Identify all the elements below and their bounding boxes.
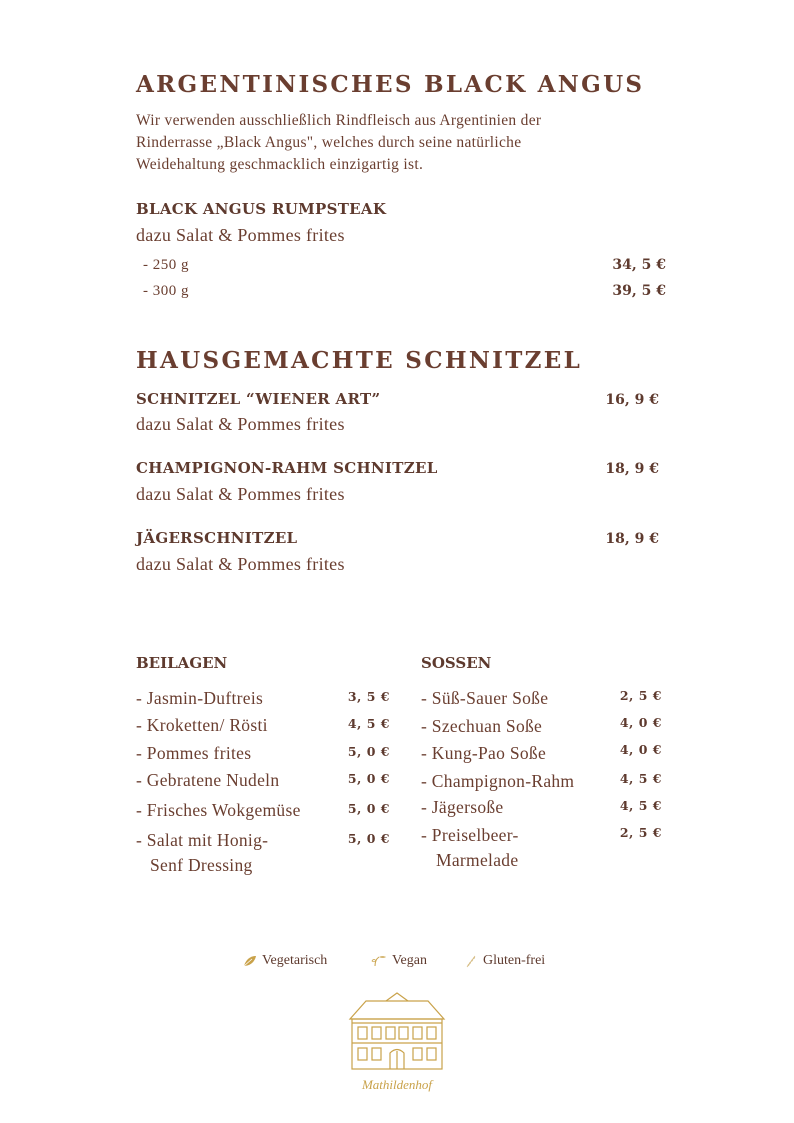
- schnitzel-item-price: 18, 9 €: [605, 531, 659, 547]
- sosse-price: 2, 5 €: [619, 825, 662, 840]
- leaf-icon: [243, 955, 257, 967]
- legend-gluten-free: [464, 953, 545, 969]
- rumpsteak-name: BLACK ANGUS RUMPSTEAK: [136, 200, 387, 218]
- schnitzel-item-desc: dazu Salat & Pommes frites: [136, 414, 345, 434]
- intro-line: Rinderrasse „Black Angus", welches durch seine natürliche: [136, 134, 522, 151]
- beilage-price: 4, 5 €: [347, 716, 390, 731]
- sosse-item: - Szechuan Soße: [421, 716, 543, 736]
- rumpsteak-desc: dazu Salat & Pommes frites: [136, 225, 345, 245]
- black-angus-intro: [136, 110, 541, 176]
- beilage-price: 5, 0 €: [347, 831, 390, 846]
- beilage-item: - Salat mit Honig-: [136, 830, 269, 850]
- schnitzel-title: HAUSGEMACHTE SCHNITZEL: [136, 347, 583, 374]
- schnitzel-item-price: 18, 9 €: [605, 461, 659, 477]
- wheat-icon: [464, 954, 478, 968]
- sosse-price: 4, 5 €: [619, 798, 662, 813]
- rumpsteak-variant-300: - 300 g: [143, 283, 189, 299]
- sossen-title: SOSSEN: [421, 654, 492, 672]
- beilage-item: - Jasmin-Duftreis: [136, 688, 264, 708]
- legend-vegan: [371, 953, 427, 969]
- black-angus-title: ARGENTINISCHES BLACK ANGUS: [136, 71, 645, 98]
- schnitzel-item-desc: dazu Salat & Pommes frites: [136, 554, 345, 574]
- sosse-price: 2, 5 €: [619, 688, 662, 703]
- schnitzel-item-name: CHAMPIGNON-RAHM SCHNITZEL: [136, 459, 438, 477]
- beilage-price: 5, 0 €: [347, 771, 390, 786]
- rumpsteak-price-250: 34, 5 €: [612, 257, 666, 273]
- sosse-item-cont: Marmelade: [436, 850, 519, 870]
- rumpsteak-price-300: 39, 5 €: [612, 283, 666, 299]
- legend-vegetarian-label: Vegetarisch: [262, 953, 328, 968]
- beilage-price: 3, 5 €: [347, 689, 390, 704]
- beilage-item: - Gebratene Nudeln: [136, 770, 280, 790]
- schnitzel-item-desc: dazu Salat & Pommes frites: [136, 484, 345, 504]
- legend-vegetarian: [243, 953, 327, 969]
- beilage-item: - Kroketten/ Rösti: [136, 715, 268, 735]
- beilage-item: - Pommes frites: [136, 743, 252, 763]
- sosse-item: - Süß-Sauer Soße: [421, 688, 549, 708]
- legend-gluten-free-label: Gluten-frei: [483, 953, 546, 968]
- sosse-price: 4, 0 €: [619, 715, 662, 730]
- logo-wordmark: Mathildenhof: [361, 1077, 433, 1092]
- sosse-item: - Champignon-Rahm: [421, 771, 575, 791]
- beilage-price: 5, 0 €: [347, 801, 390, 816]
- sosse-price: 4, 5 €: [619, 771, 662, 786]
- sosse-item: - Jägersoße: [421, 797, 504, 817]
- rumpsteak-variant-250: - 250 g: [143, 257, 189, 273]
- intro-line: Wir verwenden ausschließlich Rindfleisch aus Argentinien der: [136, 112, 542, 129]
- sosse-item: - Kung-Pao Soße: [421, 743, 547, 763]
- sprout-icon: [371, 955, 387, 967]
- beilage-price: 5, 0 €: [347, 744, 390, 759]
- beilage-item: - Frisches Wokgemüse: [136, 800, 301, 820]
- schnitzel-item-name: SCHNITZEL “WIENER ART”: [136, 390, 381, 408]
- sosse-price: 4, 0 €: [619, 742, 662, 757]
- sosse-item: - Preiselbeer-: [421, 825, 519, 845]
- schnitzel-item-name: JÄGERSCHNITZEL: [136, 529, 298, 547]
- legend-vegan-label: Vegan: [392, 953, 427, 968]
- intro-line: Weidehaltung geschmacklich einzigartig ist.: [136, 156, 424, 173]
- beilage-item-cont: Senf Dressing: [150, 855, 253, 875]
- schnitzel-item-price: 16, 9 €: [605, 392, 659, 408]
- beilagen-title: BEILAGEN: [136, 654, 228, 672]
- house-logo-icon: [346, 991, 448, 1081]
